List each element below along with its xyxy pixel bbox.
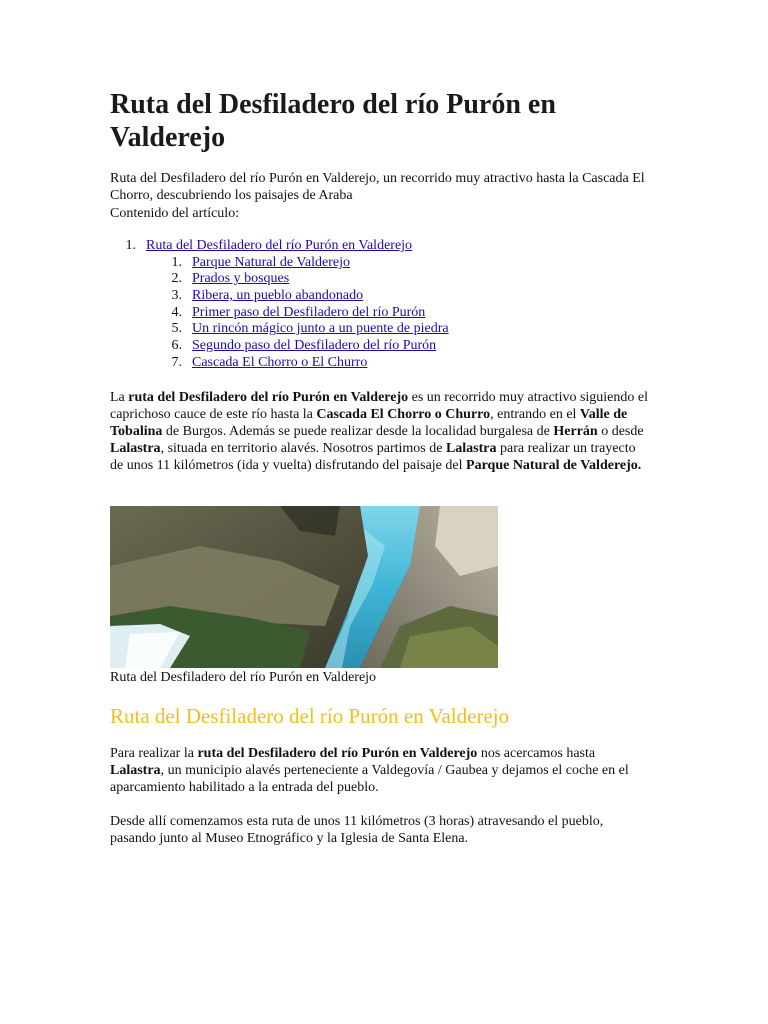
table-of-contents: [110, 238, 656, 372]
toc-link-rincon-magico[interactable]: Un rincón mágico junto a un puente de piedra: [192, 321, 449, 337]
body-paragraph-2: Para realizar la ruta del Desfiladero del río Purón en Valderejo nos acercamos hasta Lalastra, un municipio alavés perteneciente a Valdegovía / Gaubea y dejamos el coche en el aparcamiento habilitado a la entrada del pueblo.: [110, 746, 629, 795]
toc-subitem: [110, 288, 656, 305]
toc-subitem: [110, 271, 656, 288]
toc-number: 3.: [171, 288, 182, 304]
toc-link-primer-paso[interactable]: Primer paso del Desfiladero del río Purón: [192, 304, 426, 320]
toc-item-main: [110, 238, 656, 255]
toc-number: 4.: [171, 304, 182, 320]
toc-number: 1.: [125, 238, 136, 253]
body-paragraph-1: La ruta del Desfiladero del río Purón en Valderejo es un recorrido muy atractivo siguiendo el caprichoso cauce de este río hasta la Cascada El Chorro o Churro, entrando en el Valle de Tobalina de Burgos. Además se puede realizar desde la localidad burgalesa de Herrán o desde Lalastra, situada en territorio alavés. Nosotros partimos de Lalastra para realizar un trayecto de unos 11 kilómetros (ida y vuelta) disfrutando del paisaje del Parque Natural de Valderejo.: [110, 390, 648, 473]
toc-link-prados-bosques[interactable]: Prados y bosques: [192, 271, 290, 287]
toc-number: 6.: [171, 338, 182, 354]
toc-subitem: [110, 255, 656, 272]
toc-subitem: [110, 305, 656, 322]
toc-link-ribera[interactable]: Ribera, un pueblo abandonado: [192, 288, 364, 304]
toc-subitem: [110, 338, 656, 355]
toc-subitem: [110, 321, 656, 338]
toc-number: 5.: [171, 321, 182, 337]
toc-number: 1.: [171, 254, 182, 270]
toc-subitem: [110, 355, 656, 372]
gorge-photo: [110, 506, 498, 668]
page-title: Ruta del Desfiladero del río Purón en Valderejo: [110, 89, 556, 153]
toc-link-main[interactable]: Ruta del Desfiladero del río Purón en Valderejo: [146, 238, 413, 253]
toc-number: 7.: [171, 354, 182, 370]
section-heading: Ruta del Desfiladero del río Purón en Valderejo: [110, 704, 510, 728]
intro-paragraph: Ruta del Desfiladero del río Purón en Valderejo, un recorrido muy atractivo hasta la Cascada El Chorro, descubriendo los paisajes de Araba: [110, 171, 645, 203]
toc-link-parque-natural[interactable]: Parque Natural de Valderejo: [192, 254, 350, 270]
toc-link-cascada[interactable]: Cascada El Chorro o El Churro: [192, 354, 368, 370]
toc-number: 2.: [171, 271, 182, 287]
body-paragraph-3: Desde allí comenzamos esta ruta de unos 11 kilómetros (3 horas) atravesando el pueblo, pasando junto al Museo Etnográfico y la Iglesia de Santa Elena.: [110, 814, 604, 846]
toc-label: Contenido del artículo:: [110, 206, 240, 221]
toc-link-segundo-paso[interactable]: Segundo paso del Desfiladero del río Purón: [192, 338, 437, 354]
image-caption: Ruta del Desfiladero del río Purón en Valderejo: [110, 670, 377, 685]
